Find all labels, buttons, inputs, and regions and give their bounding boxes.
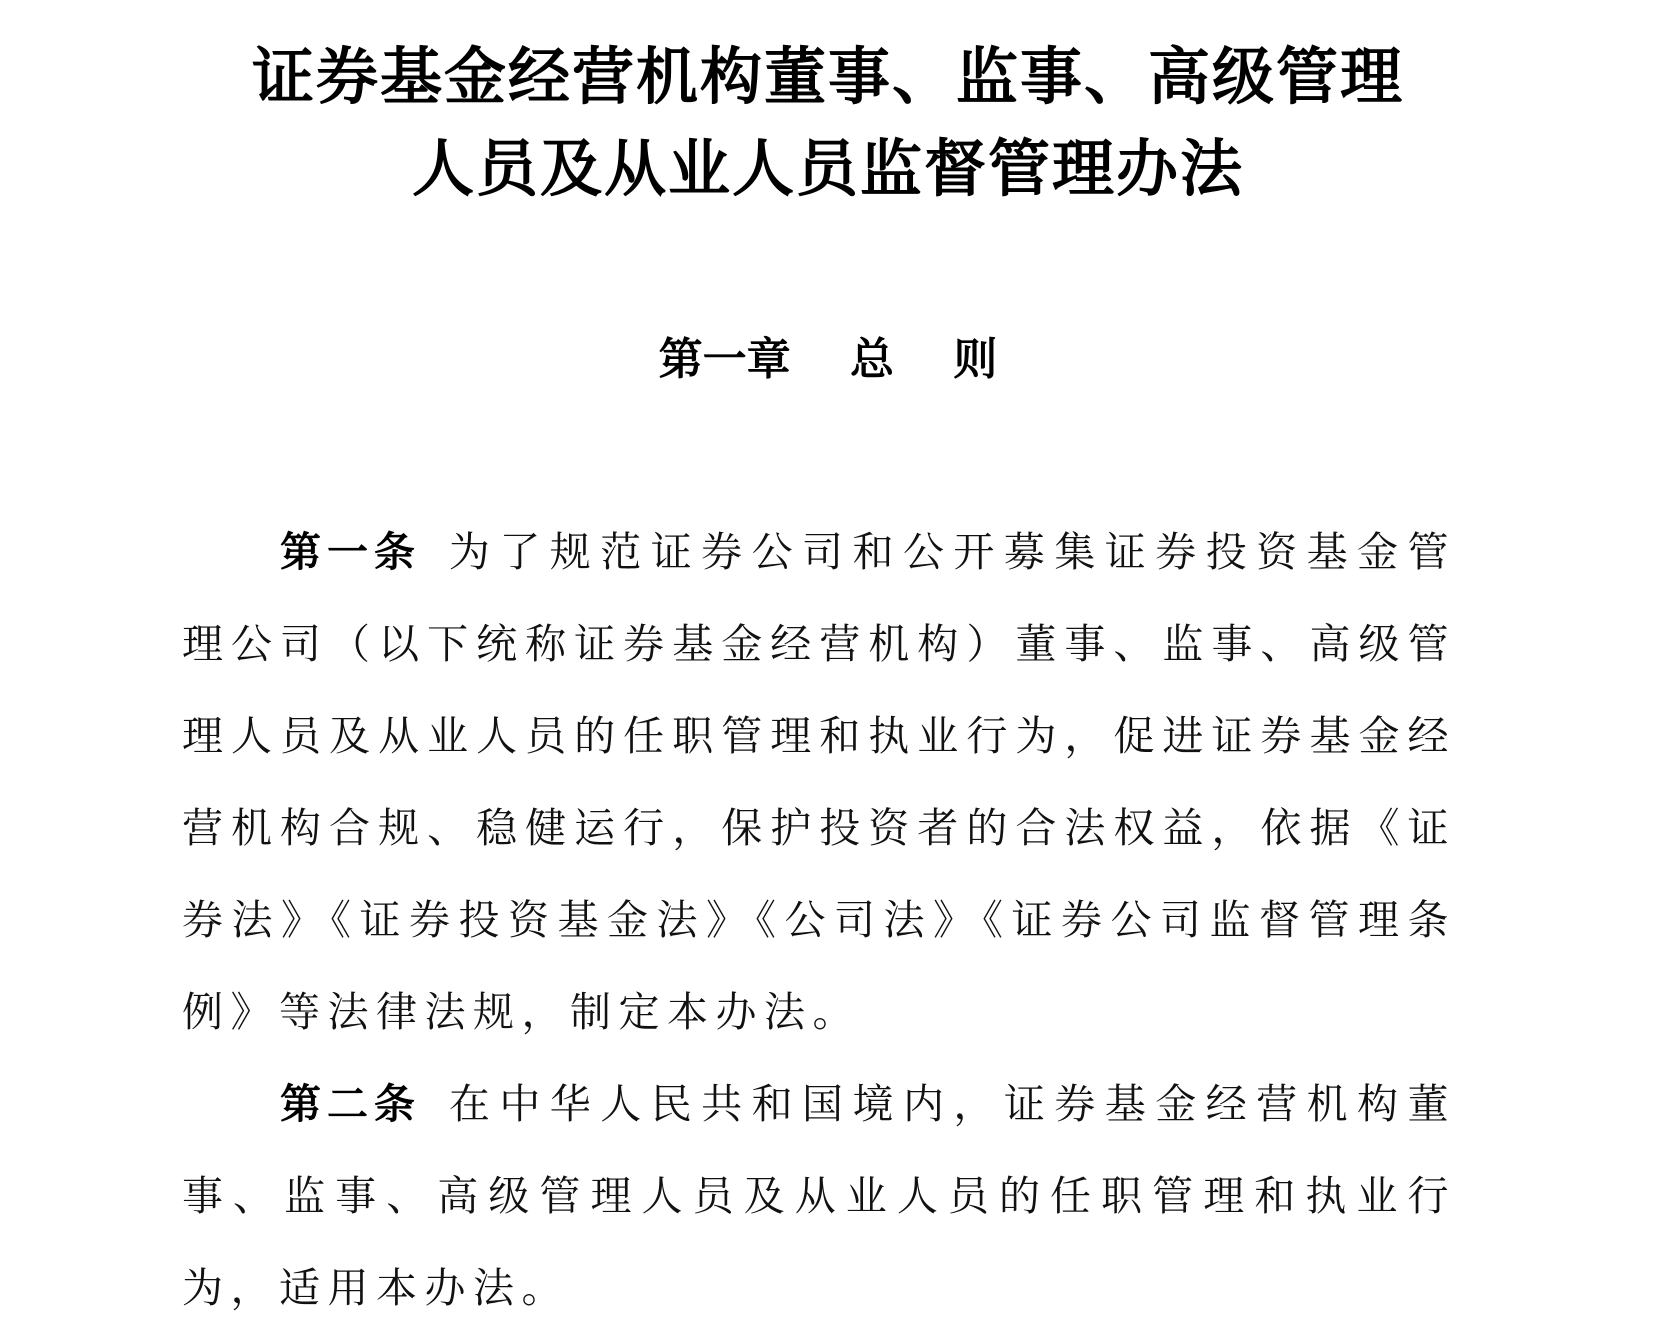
document-title-line-1: 证券基金经营机构董事、监事、高级管理	[251, 40, 1404, 113]
chapter-heading: 第一章 总 则	[658, 334, 998, 385]
article-1	[182, 506, 1456, 1058]
article-1-label: 第一条	[280, 528, 421, 576]
article-2-text: 在中华人民共和国境内，证券基金经营机构董事、监事、高级管理人员及从业人员的任职管理和执业行为，适用本办法。	[182, 1080, 1457, 1312]
article-1-text: 为了规范证券公司和公开募集证券投资基金管理公司（以下统称证券基金经营机构）董事、监事、高级管理人员及从业人员的任职管理和执业行为，促进证券基金经营机构合规、稳健运行，保护投资者的合法权益，依据《证券法》《证券投资基金法》《公司法》《证券公司监督管理条例》等法律法规，制定本办法。	[182, 528, 1457, 1036]
article-2-label: 第二条	[280, 1080, 421, 1128]
document-title-line-2: 人员及从业人员监督管理办法	[411, 132, 1244, 205]
article-2	[182, 1058, 1456, 1334]
